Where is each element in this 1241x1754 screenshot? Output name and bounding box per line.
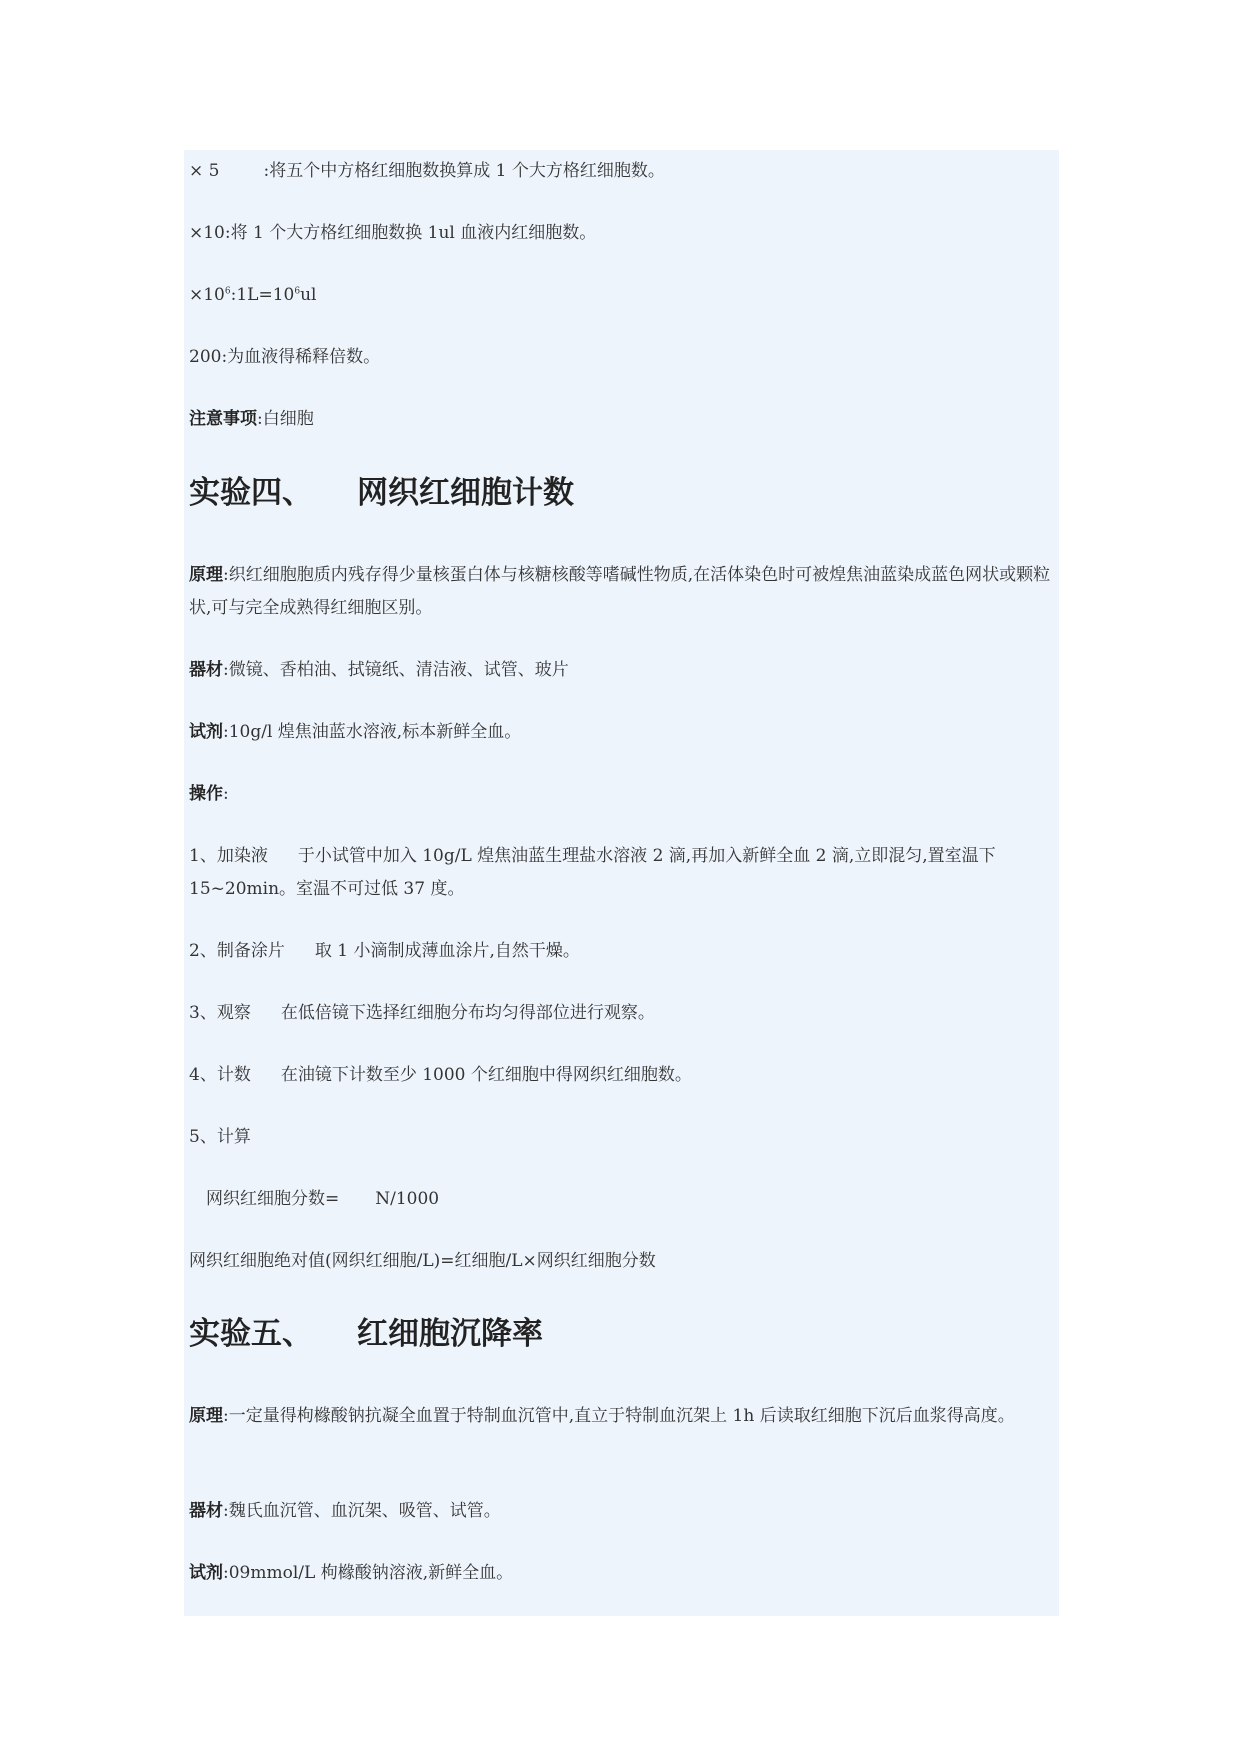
section5-heading-title: 红细胞沉降率 [357, 1316, 543, 1352]
line-notes [189, 403, 314, 436]
step-4-title: 4、计数 [189, 1065, 251, 1085]
section5-equipment-label: 器材 [189, 1501, 223, 1521]
section5-principle-text: :一定量得枸橼酸钠抗凝全血置于特制血沉管中,直立于特制血沉架上 1h 后读取红细胞下沉后血浆得高度。 [223, 1406, 1015, 1426]
step-3-text: 在低倍镜下选择红细胞分布均匀得部位进行观察。 [280, 1003, 655, 1023]
section4-principle-label: 原理 [189, 565, 223, 585]
step-4-text: 在油镜下计数至少 1000 个红细胞中得网织红细胞数。 [280, 1065, 692, 1085]
step-1-text: 于小试管中加入 10g/L 煌焦油蓝生理盐水溶液 2 滴,再加入新鲜全血 2 滴,立即混匀,置室温下15~20min。室温不可过低 37 度。 [189, 846, 996, 899]
section5-reagent-label: 试剂 [189, 1563, 223, 1583]
section4-principle-text: :织红细胞胞质内残存得少量核蛋白体与核糖核酸等嗜碱性物质,在活体染色时可被煌焦油蓝染成蓝色网状或颗粒状,可与完全成熟得红细胞区别。 [189, 565, 1051, 618]
section4-heading [189, 473, 574, 513]
section4-equipment [189, 654, 569, 687]
step-4 [189, 1059, 692, 1092]
section5-heading-num: 实验五、 [189, 1316, 313, 1352]
formula-fraction [206, 1183, 439, 1216]
step-1 [189, 840, 1059, 906]
section5-heading [189, 1314, 543, 1354]
step-5: 5、计算 [189, 1127, 251, 1147]
formula-absolute: 网织红细胞绝对值(网织红细胞/L)=红细胞/L×网织红细胞分数 [189, 1251, 656, 1271]
section5-reagent-text: :09mmol/L 枸橼酸钠溶液,新鲜全血。 [223, 1563, 514, 1583]
section4-principle [189, 559, 1059, 625]
section4-heading-title: 网织红细胞计数 [357, 475, 574, 511]
section4-operation [189, 778, 229, 811]
section5-equipment-text: :魏氏血沉管、血沉架、吸管、试管。 [223, 1501, 501, 1521]
section4-equipment-text: :微镜、香柏油、拭镜纸、清洁液、试管、玻片 [223, 660, 569, 680]
step-1-title: 1、加染液 [189, 846, 268, 866]
notes-text: :白细胞 [257, 409, 314, 429]
step-2-title: 2、制备涂片 [189, 941, 285, 961]
section5-principle [189, 1400, 1059, 1433]
section5-principle-label: 原理 [189, 1406, 223, 1426]
section4-heading-num: 实验四、 [189, 475, 313, 511]
step-2 [189, 935, 580, 968]
section4-equipment-label: 器材 [189, 660, 223, 680]
section4-operation-label: 操作 [189, 784, 223, 804]
step-2-text: 取 1 小滴制成薄血涂片,自然干燥。 [314, 941, 580, 961]
line-200: 200:为血液得稀释倍数。 [189, 347, 381, 367]
line-x10: ×10:将 1 个大方格红细胞数换 1ul 血液内红细胞数。 [189, 223, 597, 243]
line-x10-6-sup2: 6 [294, 286, 301, 297]
line-x5 [189, 155, 665, 188]
step-3 [189, 997, 655, 1030]
formula-fraction-right: N/1000 [375, 1189, 440, 1209]
line-x10-6-c: ul [300, 285, 317, 305]
notes-label: 注意事项 [189, 409, 257, 429]
section4-reagent-text: :10g/l 煌焦油蓝水溶液,标本新鲜全血。 [223, 722, 522, 742]
step-3-title: 3、观察 [189, 1003, 251, 1023]
section5-reagent [189, 1557, 513, 1590]
line-x10-6-sup1: 6 [224, 286, 231, 297]
line-x10-6-b: :1L=10 [230, 285, 295, 305]
line-x5-label: × 5 [189, 161, 220, 181]
section4-operation-colon: : [223, 784, 229, 804]
section5-equipment [189, 1495, 501, 1528]
line-x5-text: :将五个中方格红细胞数换算成 1 个大方格红细胞数。 [263, 161, 665, 181]
formula-fraction-left: 网织红细胞分数= [206, 1189, 340, 1209]
section4-reagent [189, 716, 521, 749]
section4-reagent-label: 试剂 [189, 722, 223, 742]
line-x10-6 [189, 279, 316, 312]
line-x10-6-a: ×10 [189, 285, 225, 305]
